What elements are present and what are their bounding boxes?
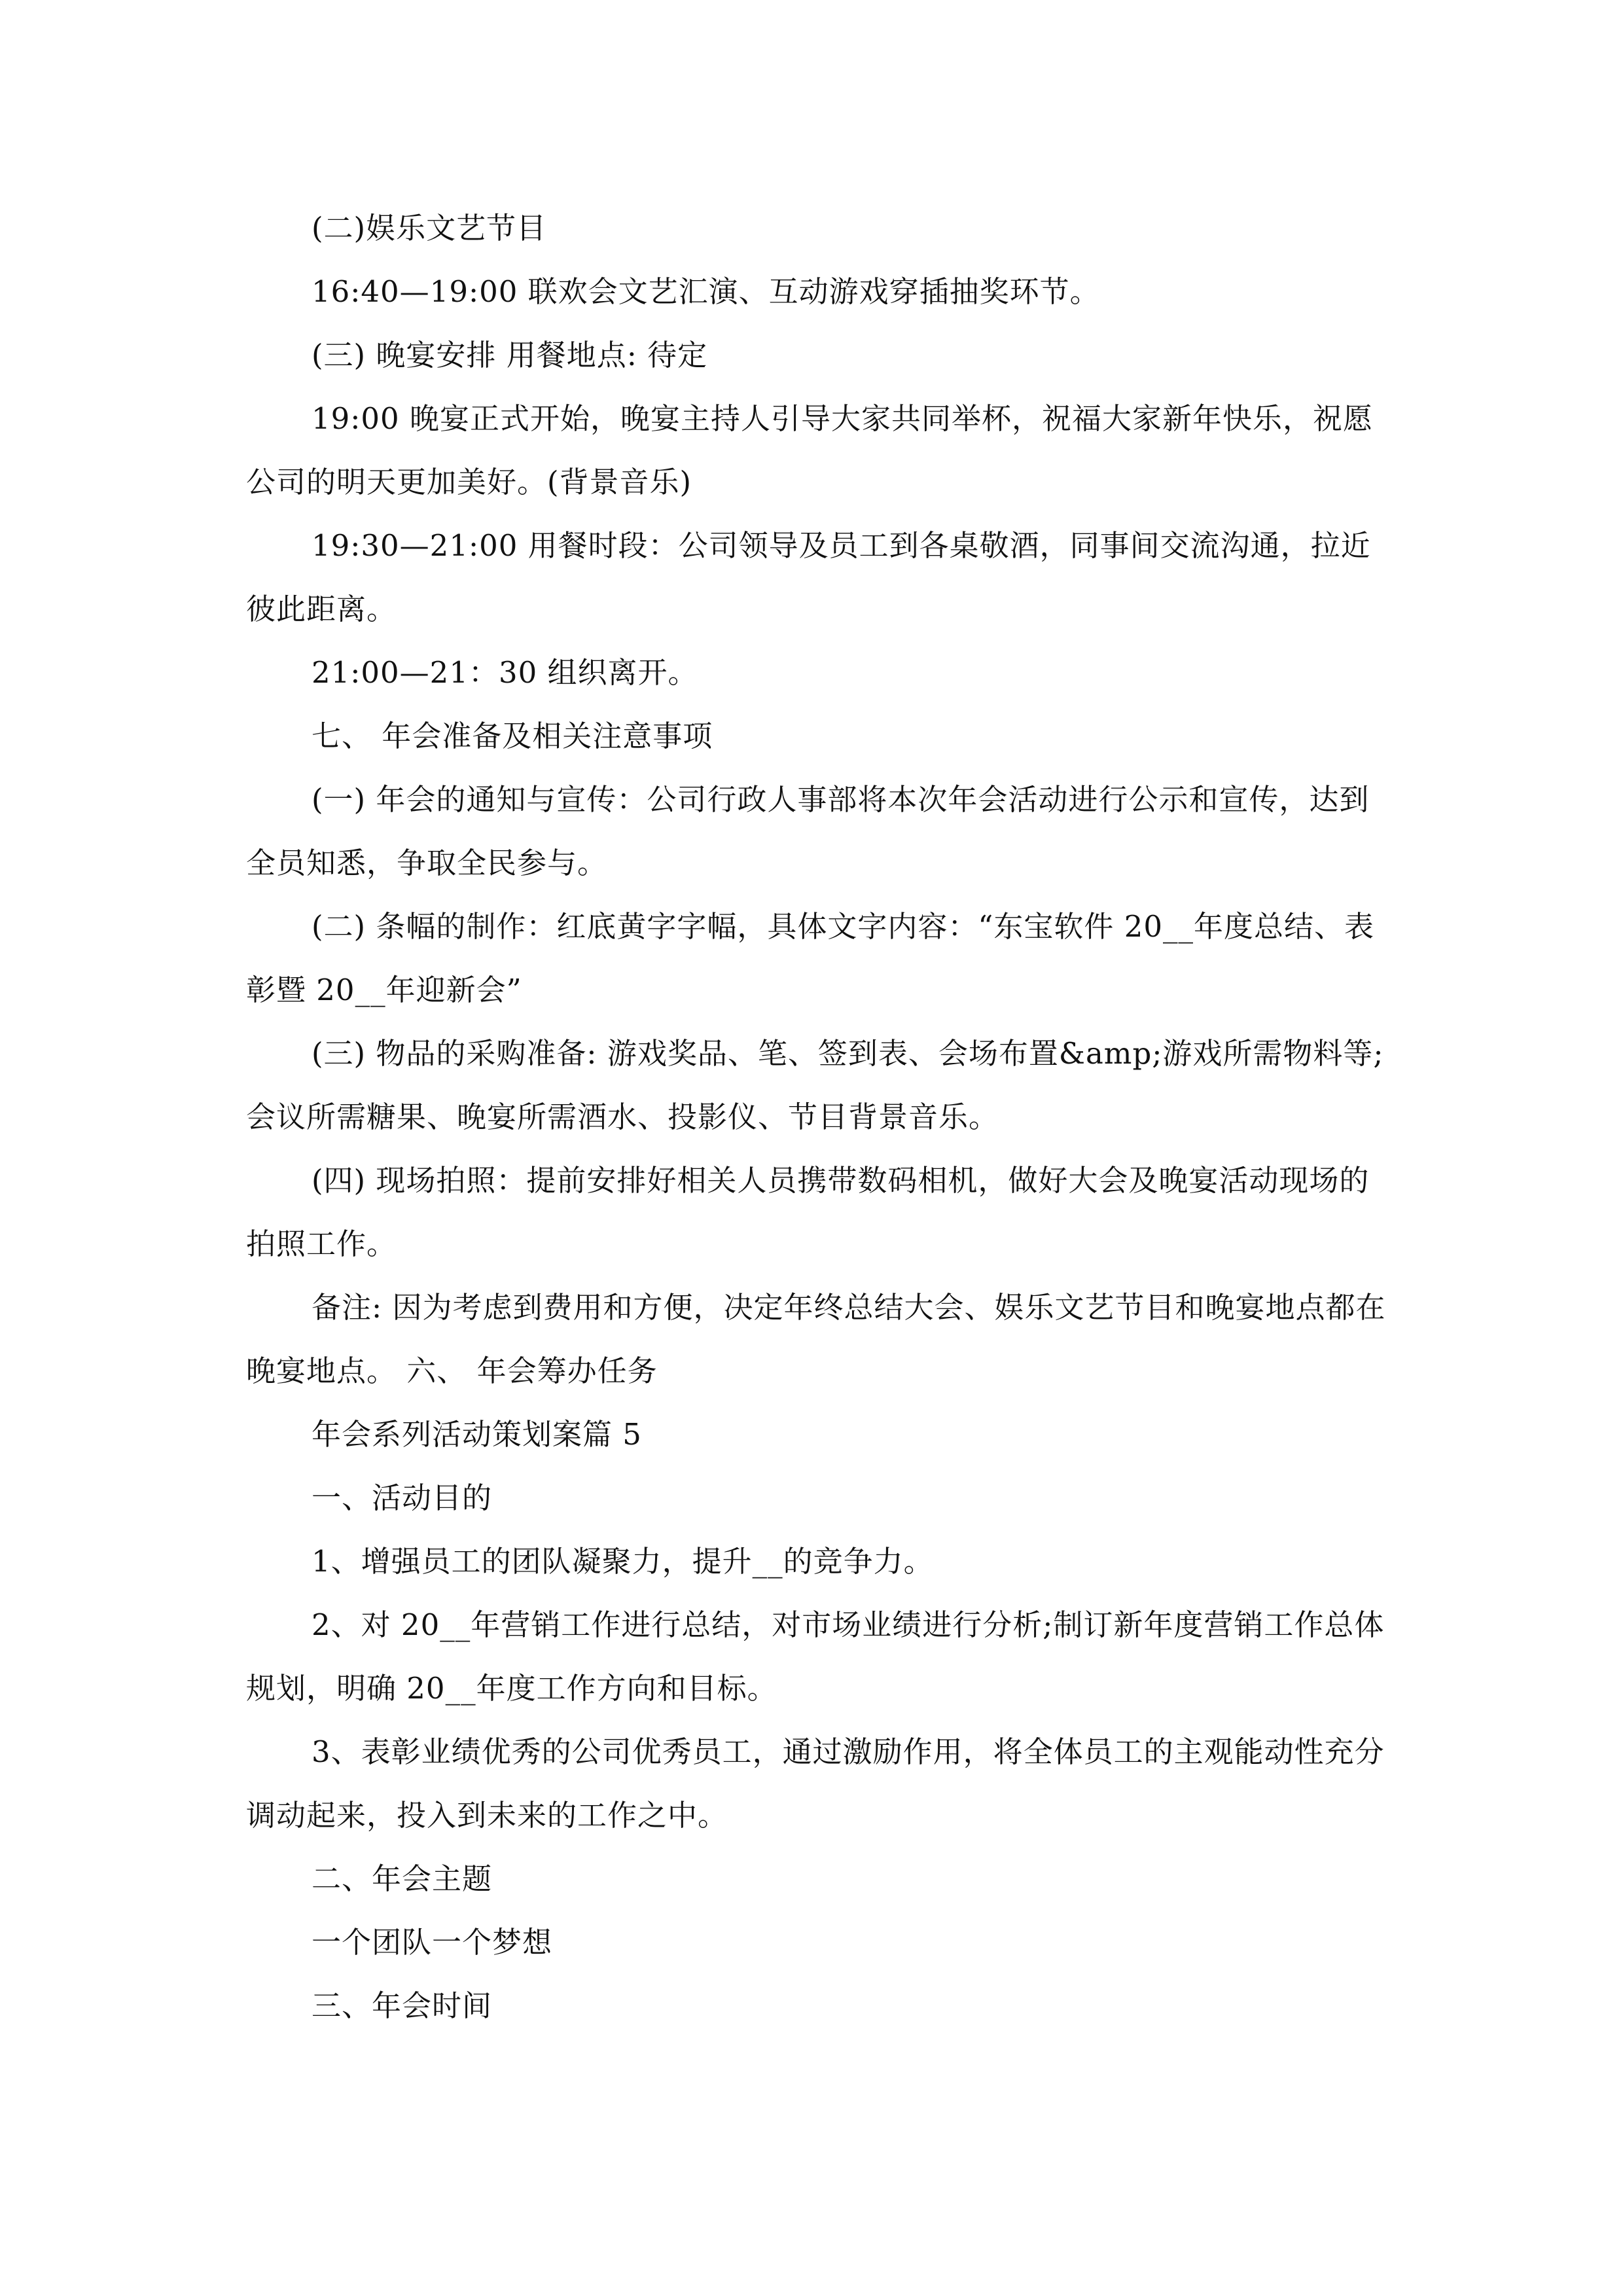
- paragraph-8: (一) 年会的通知与宣传：公司行政人事部将本次年会活动进行公示和宣传，达到全员知悉，争取全民参与。: [246, 782, 1370, 880]
- section-heading-3: 三、年会时间: [312, 1988, 493, 2023]
- paragraph-12: 备注: 因为考虑到费用和方便，决定年终总结大会、娱乐文艺节目和晚宴地点都在晚宴地点。 六、 年会筹办任务: [246, 1290, 1386, 1388]
- document-body: [246, 196, 1398, 2037]
- paragraph-4: 19:00 晚宴正式开始，晚宴主持人引导大家共同举杯，祝福大家新年快乐，祝愿公司的明天更加美好。(背景音乐): [246, 401, 1373, 499]
- paragraph-5: 19:30—21:00 用餐时段：公司领导及员工到各桌敬酒，同事间交流沟通，拉近彼此距离。: [246, 528, 1371, 626]
- section-heading-2: 二、年会主题: [312, 1861, 493, 1896]
- paragraph-3: (三) 晚宴安排 用餐地点: 待定: [312, 338, 708, 372]
- article-title: 年会系列活动策划案篇 5: [312, 1417, 642, 1452]
- paragraph-15: 1、增强员工的团队凝聚力，提升__的竞争力。: [312, 1544, 934, 1579]
- paragraph-2: 16:40—19:00 联欢会文艺汇演、互动游戏穿插抽奖环节。: [312, 274, 1100, 309]
- theme-text: 一个团队一个梦想: [312, 1925, 553, 1960]
- paragraph-6: 21:00—21：30 组织离开。: [312, 655, 698, 690]
- paragraph-9: (二) 条幅的制作：红底黄字字幅，具体文字内容：“东宝软件 20__年度总结、表彰暨 20__年迎新会”: [246, 909, 1374, 1007]
- paragraph-11: (四) 现场拍照：提前安排好相关人员携带数码相机，做好大会及晚宴活动现场的拍照工作。: [246, 1163, 1370, 1261]
- paragraph-10: (三) 物品的采购准备: 游戏奖品、笔、签到表、会场布置&amp;游戏所需物料等;会议所需糖果、晚宴所需酒水、投影仪、节目背景音乐。: [246, 1036, 1384, 1134]
- paragraph-17: 3、表彰业绩优秀的公司优秀员工，通过激励作用，将全体员工的主观能动性充分调动起来，投入到未来的工作之中。: [246, 1734, 1385, 1833]
- paragraph-1: (二)娱乐文艺节目: [312, 211, 547, 245]
- paragraph-16: 2、对 20__年营销工作进行总结，对市场业绩进行分析;制订新年度营销工作总体规划，明确 20__年度工作方向和目标。: [246, 1607, 1385, 1706]
- section-heading-1: 一、活动目的: [312, 1480, 493, 1515]
- section-heading-7: 七、 年会准备及相关注意事项: [312, 719, 713, 753]
